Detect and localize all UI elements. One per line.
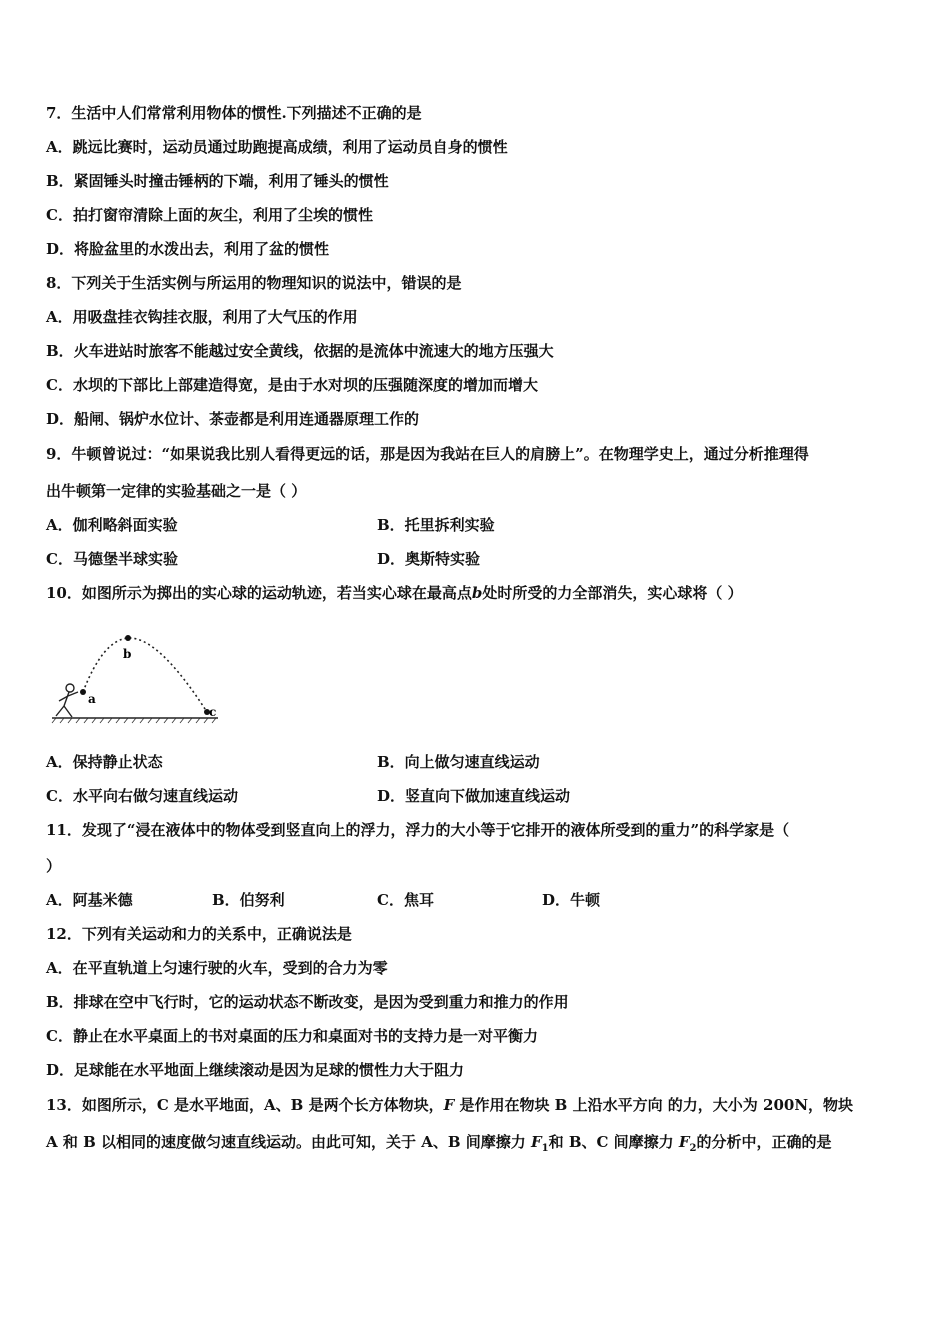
q12-option-d: D．足球能在水平地面上继续滚动是因为足球的惯性力大于阻力 [46,1061,465,1079]
q10-option-a: A．保持静止状态 [46,753,163,771]
q9-option-c: C．马德堡半球实验 [46,550,178,568]
q13-l2-pre: A 和 B 以相同的速度做匀速直线运动。由此可知，关于 A、B 间摩擦力 [46,1133,531,1151]
q7-option-d: D．将脸盆里的水泼出去，利用了盆的惯性 [46,240,330,258]
q11-stem-line1: 11．发现了“浸在液体中的物体受到竖直向上的浮力，浮力的大小等于它排开的液体所受到的重力”的科学家是（ [46,821,790,839]
q13-stem-line2 [46,1132,910,1159]
thrower-icon [56,684,78,717]
q11-option-a: A．阿基米德 [46,891,133,909]
q9-option-b: B．托里拆利实验 [377,516,495,534]
q13-l2-mid: 和 B、C 间摩擦力 [548,1133,679,1151]
point-b [125,635,131,641]
q7-option-a: A．跳远比赛时，运动员通过助跑提高成绩，利用了运动员自身的惯性 [46,138,508,156]
point-a [80,689,86,695]
q10-stem-post: 处时所受的力全部消失，实心球将（ ） [482,584,743,602]
q8-option-a: A．用吸盘挂衣钩挂衣服，利用了大气压的作用 [46,308,358,326]
q9-stem-line2: 出牛顿第一定律的实验基础之一是（ ） [46,482,307,500]
q10-stem-pre: 10．如图所示为掷出的实心球的运动轨迹，若当实心球在最高点 [46,584,472,602]
q13-l1-pre: 13．如图所示，C 是水平地面，A、B 是两个长方体物块， [46,1096,444,1114]
q11-stem-line2: ） [46,857,62,875]
q9-stem-line1: 9．牛顿曾说过：“如果说我比别人看得更远的话，那是因为我站在巨人的肩膀上”。在物理学史上，通过分析推理得 [46,445,809,463]
q13-f1-sub: 1 [541,1143,549,1154]
q10-stem [46,583,910,603]
trajectory-figure [48,630,228,725]
q13-l2-post: 的分析中，正确的是 [696,1133,832,1151]
q12-option-a: A．在平直轨道上匀速行驶的火车，受到的合力为零 [46,959,388,977]
label-c: c [209,705,217,719]
q12-option-b: B．排球在空中飞行时，它的运动状态不断改变，是因为受到重力和推力的作用 [46,993,569,1011]
q8-stem: 8．下列关于生活实例与所运用的物理知识的说法中，错误的是 [46,274,462,292]
q13-l1-var: F [443,1096,455,1114]
q12-option-c: C．静止在水平桌面上的书对桌面的压力和桌面对书的支持力是一对平衡力 [46,1027,538,1045]
q13-stem-line1 [46,1095,910,1115]
q13-f2-sub: 2 [689,1143,697,1154]
q10-option-d: D．竖直向下做加速直线运动 [377,787,571,805]
q9-option-d: D．奥斯特实验 [377,550,481,568]
q7-option-c: C．拍打窗帘清除上面的灰尘，利用了尘埃的惯性 [46,206,373,224]
q10-stem-var: b [471,584,483,602]
q10-option-c: C．水平向右做匀速直线运动 [46,787,238,805]
q7-stem: 7．生活中人们常常利用物体的惯性.下列描述不正确的是 [46,104,422,122]
q11-option-b: B．伯努利 [212,891,285,909]
label-b: b [123,647,132,661]
q11-option-d: D．牛顿 [542,891,601,909]
trajectory-path [83,638,207,712]
q8-option-d: D．船闸、锅炉水位计、茶壶都是利用连通器原理工作的 [46,410,420,428]
label-a: a [88,692,96,706]
q13-l1-post: 是作用在物块 B 上沿水平方向 的力，大小为 200N，物块 [454,1096,854,1114]
q10-option-b: B．向上做匀速直线运动 [377,753,540,771]
q8-option-b: B．火车进站时旅客不能越过安全黄线，依据的是流体中流速大的地方压强大 [46,342,554,360]
q13-f2: F [678,1133,690,1151]
q7-option-b: B．紧固锤头时撞击锤柄的下端，利用了锤头的惯性 [46,172,389,190]
q12-stem: 12．下列有关运动和力的关系中，正确说法是 [46,925,352,943]
q13-f1: F [530,1133,542,1151]
q11-option-c: C．焦耳 [377,891,434,909]
q9-option-a: A．伽利略斜面实验 [46,516,178,534]
q8-option-c: C．水坝的下部比上部建造得宽，是由于水对坝的压强随深度的增加而增大 [46,376,538,394]
